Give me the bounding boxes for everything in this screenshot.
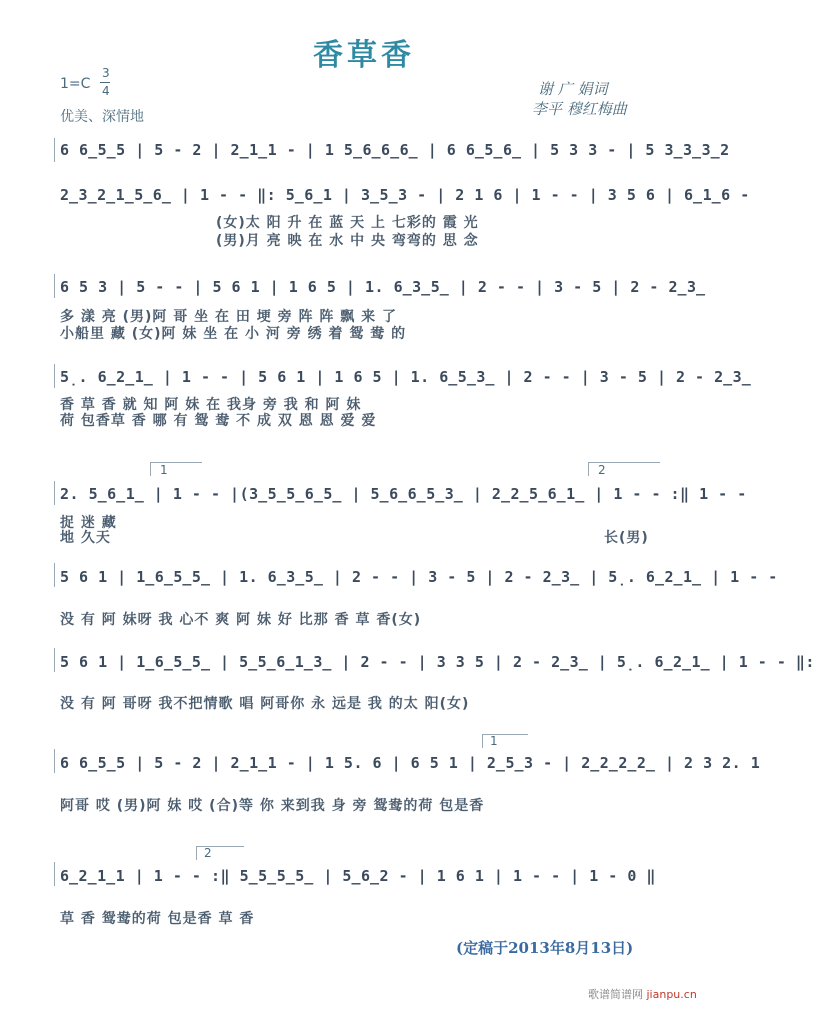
time-signature-numerator: 3 — [102, 66, 110, 80]
system-3-lyric-2: 小船里 藏 (女)阿 妹 坐 在 小 河 旁 绣 着 鸳 鸯 的 — [60, 326, 407, 342]
second-ending-number: 2 — [598, 463, 606, 477]
system-7-start-bar — [54, 648, 55, 672]
system-2-notes: 2̲3̲2̲1̲5̲6̲ | 1 - - ‖: 5̲6̲1 | 3̲5̲3 - | 2 1 6 | 1 - - | 3 5 6 | 6̲1̲6 - — [60, 186, 750, 204]
system-1-start-bar — [54, 138, 55, 162]
system-3-lyric-1: 多 漾 亮 (男)阿 哥 坐 在 田 埂 旁 阵 阵 飘 来 了 — [60, 309, 398, 325]
watermark-site-name: 歌谱简谱网 — [588, 988, 643, 1001]
system-6-lyric-1: 没 有 阿 妹呀 我 心不 爽 阿 妹 好 比那 香 草 香(女) — [60, 612, 422, 628]
first-ending-bracket-2 — [482, 734, 528, 735]
system-5-tail-lyric: 长(男) — [604, 530, 649, 546]
system-9-start-bar — [54, 862, 55, 886]
lyricist-credit: 谢 广 娟词 — [538, 80, 608, 98]
first-ending-bracket-2-left — [482, 734, 483, 748]
system-9-lyric-1: 草 香 鸳鸯的荷 包是香 草 香 — [60, 911, 255, 927]
first-ending-number-2: 1 — [490, 734, 498, 748]
system-7-notes: 5 6 1 | 1̲6̲5̲5̲ | 5̲5̲6̲1̲3̲ | 2 - - | 3 3 5 | 2 - 2̲3̲ | 5̣. 6̲2̲1̲ | 1 - - ‖: — [60, 653, 815, 671]
expression-marking: 优美、深情地 — [60, 109, 144, 125]
system-2-lyric-2: (男)月 亮 映 在 水 中 央 弯弯的 思 念 — [216, 233, 479, 249]
system-7-lyric-1: 没 有 阿 哥呀 我不把情歌 唱 阿哥你 永 远是 我 的太 阳(女) — [60, 696, 470, 712]
finalized-date: (定稿于2013年8月13日) — [456, 939, 634, 957]
first-ending-bracket — [150, 462, 202, 463]
system-1-notes: 6 6̲5̲5 | 5 - 2 | 2̲1̲1 - | 1 5̲6̲6̲6̲ | 6 6̲5̲6̲ | 5 3 3 - | 5 3̲3̲3̲2 — [60, 141, 730, 159]
system-5-start-bar — [54, 481, 55, 505]
system-3-notes: 6 5 3 | 5 - - | 5 6 1 | 1 6 5 | 1. 6̲3̲5̲ | 2 - - | 3 - 5 | 2 - 2̲3̲ — [60, 278, 706, 296]
second-ending-bracket-2-left — [196, 846, 197, 860]
first-ending-number: 1 — [160, 463, 168, 477]
key-signature: 1=C — [60, 76, 91, 92]
first-ending-bracket-left — [150, 462, 151, 476]
system-8-start-bar — [54, 749, 55, 773]
site-watermark — [588, 986, 697, 1002]
system-5-notes: 2. 5̲6̲1̲ | 1 - - |(3̲5̲5̲6̲5̲ | 5̲6̲6̲5̲3̲ | 2̲2̲5̲6̲1̲ | 1 - - :‖ 1 - - — [60, 485, 747, 503]
song-title: 香草香 — [313, 38, 415, 73]
time-signature-denominator: 4 — [102, 84, 110, 98]
system-5-lyric-2: 地 久天 — [60, 530, 111, 546]
second-ending-bracket-left — [588, 462, 589, 476]
system-9-notes: 6̲2̲1̲1 | 1 - - :‖ 5̲5̲5̲5̲ | 5̲6̲2 - | 1 6 1 | 1 - - | 1 - 0 ‖ — [60, 867, 656, 885]
system-4-lyric-2: 荷 包香草 香 哪 有 鸳 鸯 不 成 双 恩 恩 爱 爱 — [60, 413, 377, 429]
system-8-lyric-1: 阿哥 哎 (男)阿 妹 哎 (合)等 你 来到我 身 旁 鸳鸯的荷 包是香 — [60, 798, 485, 814]
system-6-start-bar — [54, 563, 55, 587]
second-ending-number-2: 2 — [204, 846, 212, 860]
system-4-start-bar — [54, 364, 55, 388]
composer-credit: 李平 穆红梅曲 — [532, 100, 627, 118]
system-5-lyric-1: 捉 迷 藏 — [60, 515, 117, 531]
system-3-start-bar — [54, 274, 55, 298]
system-2-lyric-1: (女)太 阳 升 在 蓝 天 上 七彩的 霞 光 — [216, 215, 479, 231]
watermark-domain: jianpu.cn — [646, 988, 697, 1001]
time-signature-bar — [100, 82, 110, 83]
system-6-notes: 5 6 1 | 1̲6̲5̲5̲ | 1. 6̲3̲5̲ | 2 - - | 3 - 5 | 2 - 2̲3̲ | 5̣. 6̲2̲1̲ | 1 - - — [60, 568, 778, 586]
system-4-lyric-1: 香 草 香 就 知 阿 妹 在 我身 旁 我 和 阿 妹 — [60, 397, 362, 413]
system-8-notes: 6 6̲5̲5 | 5 - 2 | 2̲1̲1 - | 1 5. 6 | 6 5 1 | 2̲5̲3 - | 2̲2̲2̲2̲ | 2 3 2. 1 — [60, 754, 761, 772]
system-4-notes: 5̣. 6̲2̲1̲ | 1 - - | 5 6 1 | 1 6 5 | 1. 6̲5̲3̲ | 2 - - | 3 - 5 | 2 - 2̲3̲ — [60, 368, 752, 386]
